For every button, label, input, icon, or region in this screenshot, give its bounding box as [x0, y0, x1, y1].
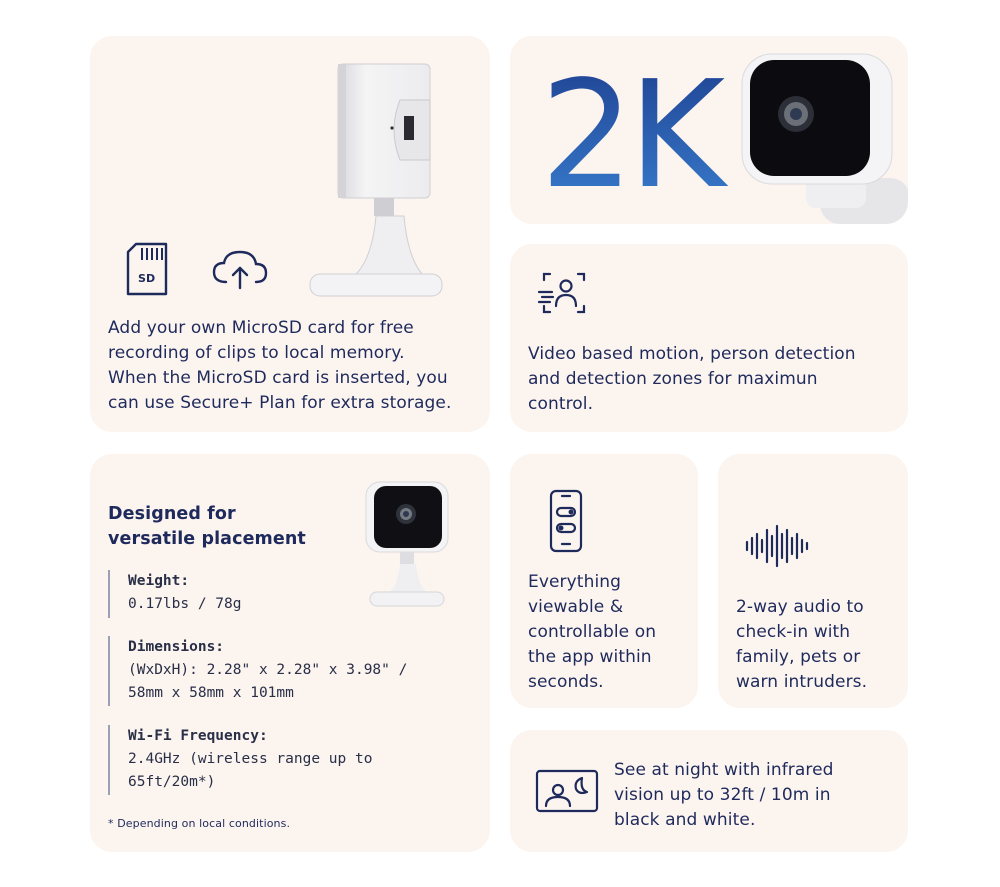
spec-dimensions — [108, 636, 407, 706]
spec-dimensions-key: Dimensions: — [128, 639, 225, 655]
camera-small-image — [362, 478, 452, 612]
app-line: viewable & — [528, 597, 624, 617]
resolution-heading — [540, 54, 740, 194]
sd-card-icon — [124, 242, 170, 296]
app-line: the app within — [528, 647, 652, 667]
microsd-line: recording of clips to local memory. — [108, 343, 405, 363]
cloud-upload-icon — [210, 248, 270, 292]
audio-line: check-in with — [736, 622, 851, 642]
microsd-line: When the MicroSD card is inserted, you — [108, 368, 448, 388]
audio-card — [718, 454, 908, 708]
motion-card — [510, 244, 908, 432]
night-line: See at night with infrared — [614, 760, 834, 780]
camera-front-image — [740, 48, 908, 224]
microsd-line: Add your own MicroSD card for free — [108, 318, 414, 338]
motion-line: control. — [528, 394, 594, 414]
motion-line: Video based motion, person detection — [528, 344, 856, 364]
night-vision-card — [510, 730, 908, 852]
microsd-line: can use Secure+ Plan for extra storage. — [108, 393, 452, 413]
motion-text — [528, 342, 856, 417]
night-vision-icon — [534, 768, 600, 814]
audio-text — [736, 595, 867, 695]
spec-wifi — [108, 725, 372, 795]
spec-dimensions-value: (WxDxH): 2.28" x 2.28" x 3.98" / — [128, 662, 408, 678]
resolution-card — [510, 36, 908, 224]
app-line: controllable on — [528, 622, 657, 642]
audio-wave-icon — [744, 524, 812, 568]
audio-line: warn intruders. — [736, 672, 868, 692]
spec-weight-key: Weight: — [128, 573, 190, 589]
app-card — [510, 454, 698, 708]
night-line: black and white. — [614, 810, 756, 830]
phone-app-icon — [548, 488, 584, 554]
spec-weight — [108, 570, 242, 618]
app-text — [528, 570, 656, 695]
microsd-text — [108, 316, 451, 416]
person-detection-icon — [536, 270, 592, 316]
spec-wifi-value: 65ft/20m*) — [128, 774, 216, 790]
placement-title-line: versatile placement — [108, 529, 306, 549]
night-line: vision up to 32ft / 10m in — [614, 785, 831, 805]
spec-wifi-key: Wi-Fi Frequency: — [128, 728, 268, 744]
camera-side-image — [304, 60, 454, 310]
audio-line: 2-way audio to — [736, 597, 864, 617]
spec-dimensions-value: 58mm x 58mm x 101mm — [128, 685, 294, 701]
spec-wifi-value: 2.4GHz (wireless range up to — [128, 751, 373, 767]
app-line: seconds. — [528, 672, 604, 692]
audio-line: family, pets or — [736, 647, 861, 667]
resolution-label: 2K — [540, 54, 720, 194]
spec-weight-value: 0.17lbs / 78g — [128, 596, 242, 612]
placement-title-line: Designed for — [108, 504, 236, 524]
night-text — [614, 758, 834, 833]
footnote: * Depending on local conditions. — [108, 817, 291, 830]
microsd-card — [90, 36, 490, 432]
motion-line: and detection zones for maximun — [528, 369, 818, 389]
app-line: Everything — [528, 572, 622, 592]
sd-icon-label: SD — [138, 272, 156, 285]
placement-title — [108, 502, 306, 552]
